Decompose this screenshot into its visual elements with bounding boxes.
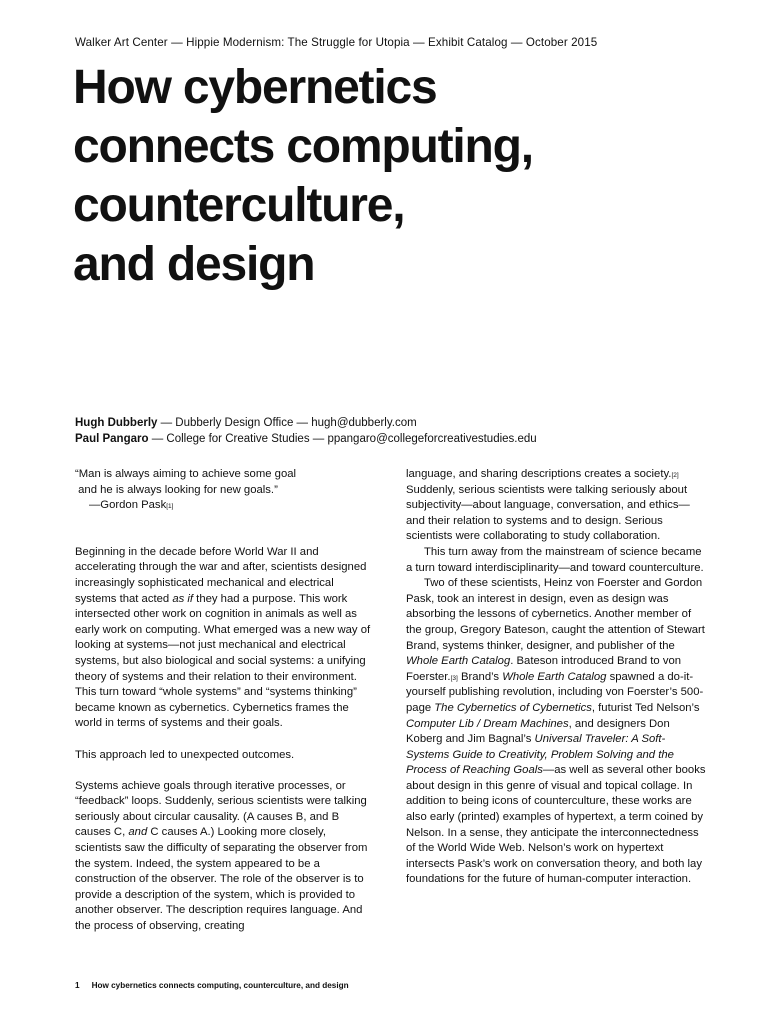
left-column bbox=[75, 467, 375, 935]
paragraph bbox=[406, 576, 706, 888]
footnote-marker: [3] bbox=[450, 674, 458, 682]
text-run: , futurist Ted Nelson’s bbox=[591, 701, 700, 714]
text-run: Suddenly, serious scientists were talking seriously about subjectivity—about language, conversation, and ethics—and their relation to systems and to design. Serious scientists were collaborating to study collaboration. bbox=[406, 483, 690, 543]
author-name: Hugh Dubberly bbox=[75, 417, 158, 429]
author-affiliation: — Dubberly Design Office — hugh@dubberly.com bbox=[157, 417, 417, 429]
author-name: Paul Pangaro bbox=[75, 433, 149, 445]
title-line-4: and design bbox=[73, 238, 315, 291]
emphasis: Whole Earth Catalog bbox=[406, 655, 511, 668]
paragraph: This approach led to unexpected outcomes. bbox=[75, 748, 295, 761]
footer-title: How cybernetics connects computing, counterculture, and design bbox=[91, 981, 349, 990]
title-line-1: How cybernetics bbox=[73, 61, 437, 114]
paragraph bbox=[75, 779, 375, 935]
author-block bbox=[75, 415, 537, 447]
page-number: 1 bbox=[75, 981, 80, 990]
text-run: Systems achieve goals through iterative processes, or “feedback” loops. Suddenly, serious scientists were talking seriously about circular causality. (A causes B, and B causes C, bbox=[75, 779, 367, 839]
emphasis: and bbox=[128, 826, 148, 839]
paragraph: This turn away from the mainstream of science became a turn toward interdisciplinarity—and toward counterculture. bbox=[406, 545, 704, 574]
text-run: Two of these scientists, Heinz von Foerster and Gordon Pask, took an interest in design, even as design was absorbing the lessons of cybernetics. Another member of the group, Gregory Bateson, caught the attention of Stewart Brand, systems thinker, designer, and publisher of the bbox=[406, 577, 705, 652]
title-line-3: counterculture, bbox=[73, 179, 405, 232]
author-affiliation: — College for Creative Studies — ppangaro@collegeforcreativestudies.edu bbox=[148, 433, 537, 445]
text-run: , and designers Don Koberg and Jim Bagnal’s bbox=[406, 717, 670, 746]
text-run: Beginning in the decade before World War II and accelerating through the war and after, scientists designed increasingly sophisticated mechanical and electrical systems that acted bbox=[75, 545, 367, 605]
emphasis: The Cybernetics of Cybernetics bbox=[434, 701, 592, 714]
epigraph-line-2: and he is always looking for new goals.” bbox=[75, 483, 278, 496]
text-run: language, and sharing descriptions creates a society. bbox=[406, 468, 672, 480]
text-run: Brand’s bbox=[457, 670, 503, 683]
epigraph bbox=[75, 467, 375, 514]
emphasis: Computer Lib / Dream Machines bbox=[406, 717, 569, 730]
text-run: spawned a do-it-yourself publishing revolution, including von Foerster’s 500-page bbox=[406, 670, 704, 714]
emphasis: Whole Earth Catalog bbox=[502, 670, 607, 683]
paragraph bbox=[406, 467, 706, 545]
epigraph-line-1: “Man is always aiming to achieve some goal bbox=[75, 468, 297, 480]
author-line-1 bbox=[75, 415, 537, 431]
emphasis: as if bbox=[172, 592, 194, 605]
footnote-marker: [2] bbox=[671, 472, 679, 479]
page-footer bbox=[75, 981, 349, 990]
text-run: —as well as several other books about design in this genre of visual and topical collage. In addition to being icons of counterculture, these works are also early (printed) examples of hypertext, a term coined by Nelson. In a sense, they anticipate the interconnectedness of the World Wide Web. Nelson’s work on hypertext intersects Pask’s work on conversation theory, and both lay foundations for the future of human-computer interaction. bbox=[406, 764, 706, 886]
epigraph-attribution bbox=[75, 498, 375, 514]
emphasis: Universal Traveler: A Soft-Systems Guide to Creativity, Problem Solving and the Process of Reaching Goals bbox=[406, 733, 674, 777]
title-line-2: connects computing, bbox=[73, 120, 533, 173]
right-column bbox=[406, 467, 706, 888]
footnote-marker: [1] bbox=[166, 503, 174, 511]
article-title bbox=[73, 58, 533, 294]
text-run: they had a purpose. This work intersected other work on cognition in animals as well as early work on computing. What emerged was a new way of looking at systems—not just mechanical and electrical systems, but also biological and social systems: a unifying theory of systems and their relation to their environment. This turn toward “whole systems” and “systems thinking” became known as cybernetics. Cybernetics frames the world in terms of systems and their goals. bbox=[75, 592, 371, 730]
running-header: Walker Art Center — Hippie Modernism: The Struggle for Utopia — Exhibit Catalog — October 2015 bbox=[75, 36, 598, 49]
paragraph bbox=[75, 545, 375, 732]
text-run: . Bateson introduced Brand to von Foerster. bbox=[406, 655, 682, 683]
attribution-text: —Gordon Pask bbox=[89, 499, 167, 512]
text-run: C causes A.) Looking more closely, scientists saw the difficulty of separating the observer from the system. Indeed, the system appeared to be a construction of the observer. The role of the observer is to provide a description of the system, which is provided to another observer. The description requires language. And the process of observing, creating bbox=[75, 826, 368, 933]
author-line-2 bbox=[75, 431, 537, 447]
